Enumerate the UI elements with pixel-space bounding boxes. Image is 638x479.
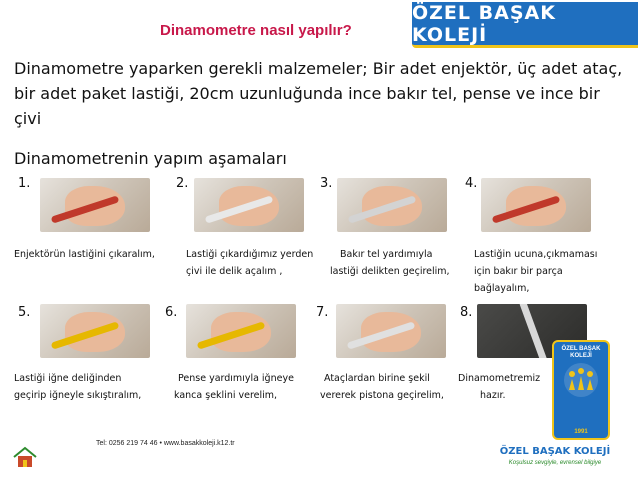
step-number-7: 7. <box>316 305 329 320</box>
step-number-3: 3. <box>320 176 333 191</box>
home-icon <box>12 446 38 468</box>
step-caption-5: Lastiği iğne deliğinden geçirip iğneyle sıkıştıralım, <box>14 373 142 401</box>
step-photo-6 <box>186 304 296 358</box>
step-number-6: 6. <box>165 305 178 320</box>
step-number-8: 8. <box>460 305 473 320</box>
footer-slogan: Koşulsuz sevgiyle, evrensel bilgiye <box>508 460 602 466</box>
step-photo-1 <box>40 178 150 232</box>
step-number-1: 1. <box>18 176 31 191</box>
section-title: Dinamometrenin yapım aşamaları <box>14 149 287 168</box>
page-title: Dinamometre nasıl yapılır? <box>160 22 352 39</box>
step-caption-1: Enjektörün lastiğini çıkaralım, <box>14 249 155 260</box>
footer-school-name: ÖZEL BAŞAK KOLEJİ <box>499 446 611 457</box>
step-photo-2 <box>194 178 304 232</box>
step-caption-3: Bakır tel yardımıyla lastiği delikten geçirelim, <box>330 249 450 277</box>
footer-contact: Tel: 0256 219 74 46 • www.basakkoleji.k12.tr <box>96 440 235 447</box>
logo-text: ÖZEL BAŞAK KOLEJİ <box>412 1 556 46</box>
step-photo-5 <box>40 304 150 358</box>
step-caption-4: Lastiğin ucuna,çıkmaması için bakır bir parça bağlayalım, <box>474 249 598 294</box>
step-number-5: 5. <box>18 305 31 320</box>
step-caption-6: Pense yardımıyla iğneye kanca şeklini verelim, <box>174 373 294 401</box>
step-caption-8: Dinamometremiz hazır. <box>458 373 541 401</box>
school-logo-banner <box>412 2 638 48</box>
step-photo-4 <box>481 178 591 232</box>
step-caption-7: Ataçlardan birine şekil vererek pistona geçirelim, <box>320 373 444 401</box>
step-photo-7 <box>336 304 446 358</box>
materials-paragraph: Dinamometre yaparken gerekli malzemeler; Bir adet enjektör, üç adet ataç, bir adet paket lastiği, 20cm uzunluğunda ince bakır tel, pense ve ince bir çivi <box>14 59 623 128</box>
school-emblem: ÖZEL BAŞAK KOLEJİ 1991 <box>552 340 610 440</box>
step-caption-2: Lastiği çıkardığımız yerden çivi ile delik açalım , <box>186 249 314 277</box>
emblem-figures-icon <box>561 360 601 400</box>
step-number-4: 4. <box>465 176 478 191</box>
step-number-2: 2. <box>176 176 189 191</box>
step-photo-3 <box>337 178 447 232</box>
